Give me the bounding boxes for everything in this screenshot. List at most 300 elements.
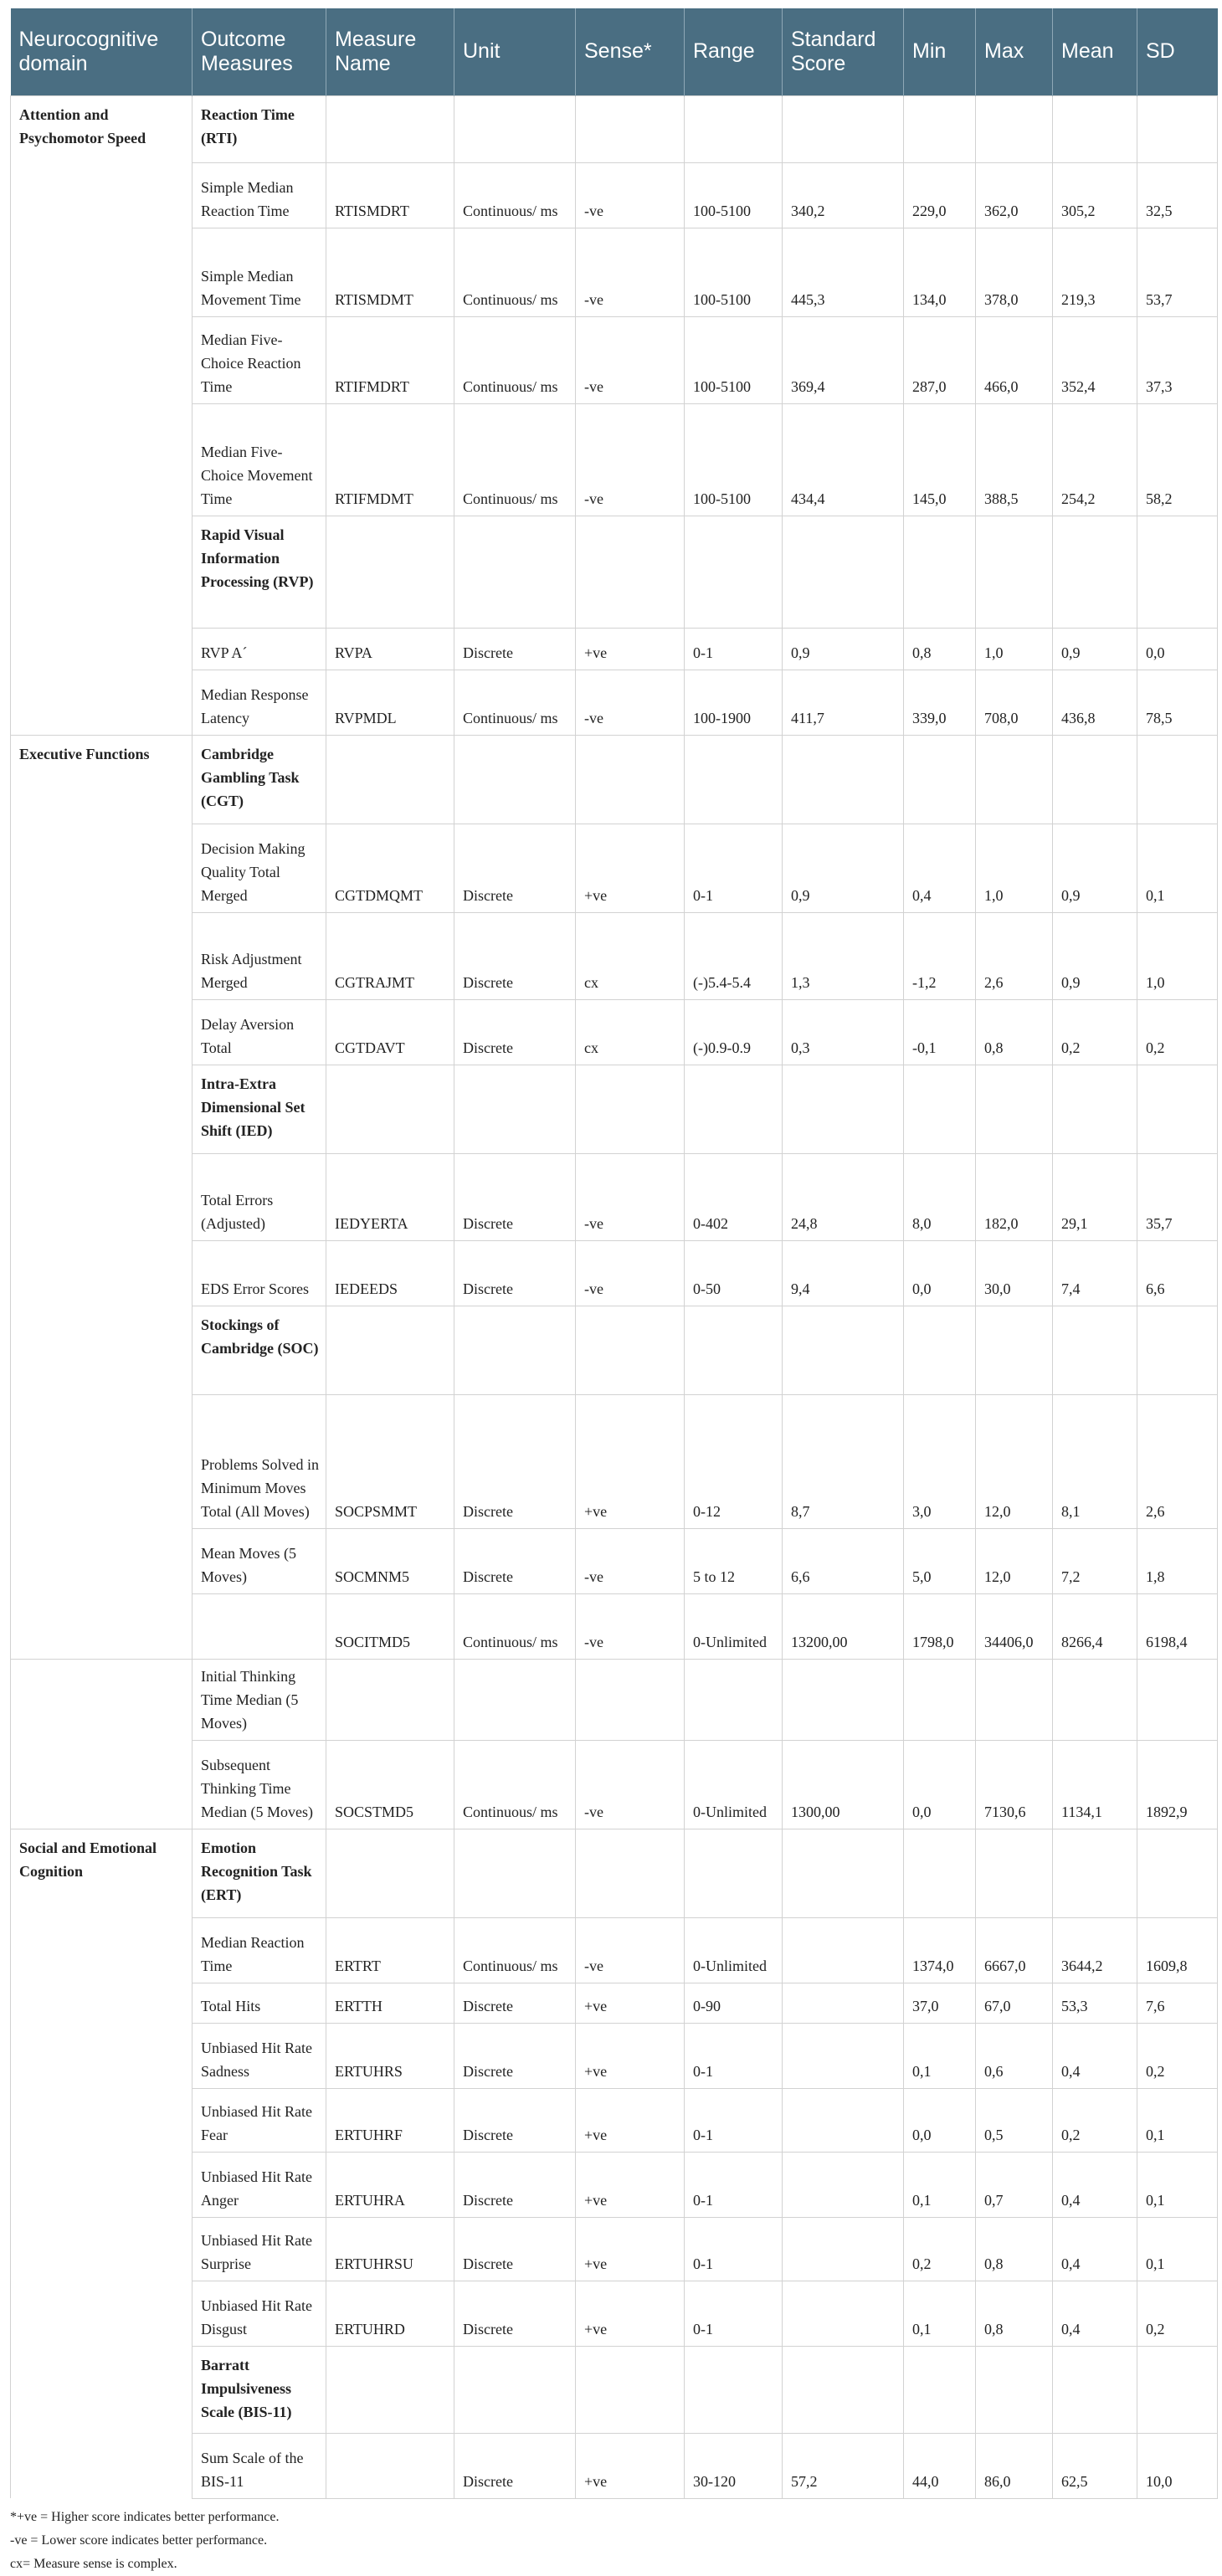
standard-score-cell — [783, 1983, 904, 2023]
measure-name-cell: SOCITMD5 — [326, 1593, 454, 1659]
domain-cell — [11, 628, 193, 670]
min-cell: 0,4 — [904, 824, 976, 912]
range-cell: 0-Unlimited — [685, 1740, 783, 1829]
unit-cell: Discrete — [454, 1528, 576, 1593]
max-cell: 6667,0 — [976, 1917, 1053, 1983]
range-cell — [685, 1829, 783, 1917]
unit-cell: Discrete — [454, 912, 576, 999]
unit-cell — [454, 1065, 576, 1153]
unit-cell: Continuous/ ms — [454, 1917, 576, 1983]
sense-cell: -ve — [576, 670, 685, 735]
table-row — [11, 2088, 1218, 2152]
min-cell: 44,0 — [904, 2433, 976, 2498]
range-cell — [685, 95, 783, 162]
max-cell: 0,7 — [976, 2152, 1053, 2217]
sd-cell: 1,0 — [1137, 912, 1218, 999]
max-cell — [976, 1306, 1053, 1394]
domain-cell — [11, 1917, 193, 1983]
domain-cell — [11, 824, 193, 912]
mean-cell — [1053, 735, 1137, 824]
mean-cell: 305,2 — [1053, 162, 1137, 228]
measure-name-cell: CGTDMQMT — [326, 824, 454, 912]
mean-cell: 0,9 — [1053, 628, 1137, 670]
outcome-measure-cell: Unbiased Hit Rate Fear — [193, 2088, 326, 2152]
measure-name-cell: RTIFMDMT — [326, 403, 454, 516]
unit-cell — [454, 1829, 576, 1917]
header-mean: Mean — [1053, 8, 1137, 95]
outcome-measure-cell: Initial Thinking Time Median (5 Moves) — [193, 1659, 326, 1740]
standard-score-cell: 340,2 — [783, 162, 904, 228]
range-cell: (-)5.4-5.4 — [685, 912, 783, 999]
sd-cell: 0,2 — [1137, 2023, 1218, 2088]
standard-score-cell: 1300,00 — [783, 1740, 904, 1829]
standard-score-cell: 1,3 — [783, 912, 904, 999]
domain-cell — [11, 2217, 193, 2281]
range-cell: 100-5100 — [685, 228, 783, 316]
domain-cell — [11, 1983, 193, 2023]
sense-cell: +ve — [576, 2281, 685, 2346]
min-cell: 0,2 — [904, 2217, 976, 2281]
measure-name-cell — [326, 735, 454, 824]
sd-cell — [1137, 1829, 1218, 1917]
min-cell: 0,0 — [904, 1240, 976, 1306]
sd-cell — [1137, 516, 1218, 628]
unit-cell: Discrete — [454, 2433, 576, 2498]
domain-cell: Social and Emotional Cognition — [11, 1829, 193, 1917]
mean-cell: 254,2 — [1053, 403, 1137, 516]
max-cell — [976, 95, 1053, 162]
range-cell: 0-1 — [685, 2088, 783, 2152]
sense-cell: +ve — [576, 2023, 685, 2088]
measure-name-cell — [326, 516, 454, 628]
range-cell: 100-1900 — [685, 670, 783, 735]
measure-name-cell: RVPMDL — [326, 670, 454, 735]
measure-name-cell: CGTDAVT — [326, 999, 454, 1065]
measure-name-cell — [326, 2433, 454, 2498]
mean-cell: 436,8 — [1053, 670, 1137, 735]
mean-cell: 0,4 — [1053, 2281, 1137, 2346]
max-cell: 466,0 — [976, 316, 1053, 403]
measure-name-cell — [326, 1659, 454, 1740]
outcome-measure-cell: Simple Median Reaction Time — [193, 162, 326, 228]
max-cell — [976, 735, 1053, 824]
min-cell — [904, 516, 976, 628]
range-cell: 100-5100 — [685, 316, 783, 403]
table-row — [11, 2023, 1218, 2088]
range-cell: 100-5100 — [685, 403, 783, 516]
sense-cell: +ve — [576, 2433, 685, 2498]
test-name-cell: Stockings of Cambridge (SOC) — [193, 1306, 326, 1394]
min-cell: 0,8 — [904, 628, 976, 670]
footnotes — [10, 2506, 1217, 2576]
measure-name-cell: IEDYERTA — [326, 1153, 454, 1240]
max-cell: 0,6 — [976, 2023, 1053, 2088]
sense-cell — [576, 2346, 685, 2433]
outcome-measure-cell: Unbiased Hit Rate Sadness — [193, 2023, 326, 2088]
mean-cell: 53,3 — [1053, 1983, 1137, 2023]
domain-cell — [11, 162, 193, 228]
unit-cell: Continuous/ ms — [454, 670, 576, 735]
min-cell — [904, 1659, 976, 1740]
sd-cell: 2,6 — [1137, 1394, 1218, 1528]
footnote-positive: *+ve = Higher score indicates better performance. — [10, 2509, 280, 2524]
unit-cell: Discrete — [454, 2023, 576, 2088]
standard-score-cell — [783, 2217, 904, 2281]
max-cell — [976, 2346, 1053, 2433]
outcome-measure-cell: Total Hits — [193, 1983, 326, 2023]
range-cell: 0-Unlimited — [685, 1593, 783, 1659]
sense-cell: -ve — [576, 1917, 685, 1983]
unit-cell: Discrete — [454, 2281, 576, 2346]
table-row — [11, 1528, 1218, 1593]
min-cell: 0,1 — [904, 2023, 976, 2088]
outcome-measure-cell: Unbiased Hit Rate Disgust — [193, 2281, 326, 2346]
test-heading-row — [11, 2346, 1218, 2433]
unit-cell: Continuous/ ms — [454, 316, 576, 403]
domain-cell — [11, 1528, 193, 1593]
footnote-negative: -ve = Lower score indicates better performance. — [10, 2532, 268, 2548]
standard-score-cell — [783, 95, 904, 162]
results-table — [10, 8, 1218, 2499]
max-cell — [976, 1659, 1053, 1740]
standard-score-cell — [783, 1659, 904, 1740]
outcome-measure-cell: Simple Median Movement Time — [193, 228, 326, 316]
measure-name-cell: SOCPSMMT — [326, 1394, 454, 1528]
measure-name-cell — [326, 1306, 454, 1394]
outcome-measure-cell: Decision Making Quality Total Merged — [193, 824, 326, 912]
min-cell: 8,0 — [904, 1153, 976, 1240]
unit-cell — [454, 735, 576, 824]
max-cell: 378,0 — [976, 228, 1053, 316]
outcome-measure-cell: Subsequent Thinking Time Median (5 Moves) — [193, 1740, 326, 1829]
mean-cell: 0,4 — [1053, 2217, 1137, 2281]
test-heading-row — [11, 1306, 1218, 1394]
sd-cell: 78,5 — [1137, 670, 1218, 735]
header-sd: SD — [1137, 8, 1218, 95]
unit-cell: Discrete — [454, 999, 576, 1065]
measure-name-cell: SOCSTMD5 — [326, 1740, 454, 1829]
range-cell — [685, 1065, 783, 1153]
min-cell: -0,1 — [904, 999, 976, 1065]
range-cell: 0-50 — [685, 1240, 783, 1306]
range-cell — [685, 1659, 783, 1740]
domain-cell — [11, 403, 193, 516]
sd-cell: 0,1 — [1137, 2152, 1218, 2217]
table-row — [11, 670, 1218, 735]
min-cell: 145,0 — [904, 403, 976, 516]
max-cell: 362,0 — [976, 162, 1053, 228]
max-cell: 2,6 — [976, 912, 1053, 999]
sense-cell: -ve — [576, 228, 685, 316]
sense-cell: +ve — [576, 2217, 685, 2281]
max-cell: 12,0 — [976, 1394, 1053, 1528]
mean-cell: 0,4 — [1053, 2152, 1137, 2217]
measure-name-cell: ERTTH — [326, 1983, 454, 2023]
unit-cell — [454, 1659, 576, 1740]
table-row — [11, 1593, 1218, 1659]
domain-cell — [11, 2281, 193, 2346]
standard-score-cell: 24,8 — [783, 1153, 904, 1240]
measure-name-cell: ERTUHRSU — [326, 2217, 454, 2281]
range-cell: 0-402 — [685, 1153, 783, 1240]
sense-cell: -ve — [576, 1528, 685, 1593]
min-cell: 229,0 — [904, 162, 976, 228]
table-row — [11, 2281, 1218, 2346]
measure-name-cell: ERTUHRA — [326, 2152, 454, 2217]
min-cell: 134,0 — [904, 228, 976, 316]
min-cell — [904, 735, 976, 824]
measure-name-cell — [326, 95, 454, 162]
max-cell: 0,8 — [976, 2217, 1053, 2281]
max-cell: 0,8 — [976, 999, 1053, 1065]
mean-cell: 219,3 — [1053, 228, 1137, 316]
range-cell: (-)0.9-0.9 — [685, 999, 783, 1065]
unit-cell: Discrete — [454, 1394, 576, 1528]
max-cell: 1,0 — [976, 824, 1053, 912]
domain-cell — [11, 316, 193, 403]
test-name-cell: Intra-Extra Dimensional Set Shift (IED) — [193, 1065, 326, 1153]
sd-cell — [1137, 1306, 1218, 1394]
outcome-measure-cell: RVP A´ — [193, 628, 326, 670]
sense-cell — [576, 1659, 685, 1740]
max-cell: 1,0 — [976, 628, 1053, 670]
sense-cell: +ve — [576, 2152, 685, 2217]
outcome-measure-cell: Median Five-Choice Reaction Time — [193, 316, 326, 403]
sense-cell: +ve — [576, 1983, 685, 2023]
test-name-cell: Reaction Time (RTI) — [193, 95, 326, 162]
sd-cell: 0,1 — [1137, 824, 1218, 912]
sense-cell: -ve — [576, 1740, 685, 1829]
measure-name-cell: RTIFMDRT — [326, 316, 454, 403]
sd-cell: 53,7 — [1137, 228, 1218, 316]
sense-cell — [576, 95, 685, 162]
range-cell: 0-1 — [685, 2152, 783, 2217]
standard-score-cell — [783, 2023, 904, 2088]
sd-cell — [1137, 1065, 1218, 1153]
test-heading-row — [11, 95, 1218, 162]
table-row — [11, 316, 1218, 403]
domain-cell: Attention and Psychomotor Speed — [11, 95, 193, 162]
header-sense: Sense* — [576, 8, 685, 95]
max-cell: 67,0 — [976, 1983, 1053, 2023]
min-cell: 37,0 — [904, 1983, 976, 2023]
test-name-cell: Barratt Impulsiveness Scale (BIS-11) — [193, 2346, 326, 2433]
range-cell — [685, 1306, 783, 1394]
table-row — [11, 2433, 1218, 2498]
max-cell: 86,0 — [976, 2433, 1053, 2498]
sense-cell: cx — [576, 999, 685, 1065]
outcome-measure-cell: Mean Moves (5 Moves) — [193, 1528, 326, 1593]
standard-score-cell — [783, 2088, 904, 2152]
unit-cell: Discrete — [454, 1983, 576, 2023]
mean-cell — [1053, 1829, 1137, 1917]
min-cell — [904, 2346, 976, 2433]
domain-cell — [11, 670, 193, 735]
standard-score-cell: 13200,00 — [783, 1593, 904, 1659]
unit-cell — [454, 2346, 576, 2433]
unit-cell — [454, 95, 576, 162]
domain-cell — [11, 2433, 193, 2498]
sd-cell: 0,2 — [1137, 999, 1218, 1065]
sense-cell — [576, 1829, 685, 1917]
table-row — [11, 628, 1218, 670]
max-cell: 0,8 — [976, 2281, 1053, 2346]
header-range: Range — [685, 8, 783, 95]
standard-score-cell: 0,9 — [783, 628, 904, 670]
domain-cell — [11, 516, 193, 628]
sd-cell: 35,7 — [1137, 1153, 1218, 1240]
unit-cell: Discrete — [454, 2152, 576, 2217]
mean-cell: 352,4 — [1053, 316, 1137, 403]
standard-score-cell — [783, 1306, 904, 1394]
sd-cell: 58,2 — [1137, 403, 1218, 516]
table-row — [11, 824, 1218, 912]
header-min: Min — [904, 8, 976, 95]
mean-cell: 0,2 — [1053, 2088, 1137, 2152]
max-cell: 388,5 — [976, 403, 1053, 516]
standard-score-cell — [783, 1829, 904, 1917]
measure-name-cell: SOCMNM5 — [326, 1528, 454, 1593]
sense-cell: -ve — [576, 162, 685, 228]
unit-cell: Discrete — [454, 1153, 576, 1240]
sense-cell: +ve — [576, 2088, 685, 2152]
sense-cell — [576, 516, 685, 628]
sd-cell: 32,5 — [1137, 162, 1218, 228]
outcome-measure-cell: Problems Solved in Minimum Moves Total (All Moves) — [193, 1394, 326, 1528]
standard-score-cell: 434,4 — [783, 403, 904, 516]
sd-cell — [1137, 2346, 1218, 2433]
sense-cell: -ve — [576, 1153, 685, 1240]
footnote-complex: cx= Measure sense is complex. — [10, 2556, 177, 2571]
domain-cell — [11, 1065, 193, 1153]
table-row — [11, 162, 1218, 228]
sd-cell — [1137, 1659, 1218, 1740]
table-row — [11, 1394, 1218, 1528]
min-cell: 0,0 — [904, 1740, 976, 1829]
table-row — [11, 1917, 1218, 1983]
mean-cell — [1053, 2346, 1137, 2433]
mean-cell: 7,4 — [1053, 1240, 1137, 1306]
max-cell: 182,0 — [976, 1153, 1053, 1240]
sd-cell: 0,1 — [1137, 2088, 1218, 2152]
range-cell: 100-5100 — [685, 162, 783, 228]
table-row — [11, 2217, 1218, 2281]
table-row — [11, 1659, 1218, 1740]
domain-cell — [11, 1240, 193, 1306]
sd-cell: 1892,9 — [1137, 1740, 1218, 1829]
sense-cell — [576, 1065, 685, 1153]
domain-cell — [11, 2152, 193, 2217]
domain-cell — [11, 1740, 193, 1829]
unit-cell: Continuous/ ms — [454, 228, 576, 316]
sense-cell: +ve — [576, 1394, 685, 1528]
min-cell: 1798,0 — [904, 1593, 976, 1659]
domain-cell — [11, 1659, 193, 1740]
test-name-cell: Cambridge Gambling Task (CGT) — [193, 735, 326, 824]
sd-cell: 6198,4 — [1137, 1593, 1218, 1659]
standard-score-cell — [783, 516, 904, 628]
domain-cell — [11, 228, 193, 316]
unit-cell: Continuous/ ms — [454, 162, 576, 228]
measure-name-cell: RTISMDRT — [326, 162, 454, 228]
sense-cell — [576, 1306, 685, 1394]
mean-cell: 0,9 — [1053, 912, 1137, 999]
outcome-measure-cell: Median Response Latency — [193, 670, 326, 735]
test-heading-row — [11, 1829, 1218, 1917]
unit-cell: Continuous/ ms — [454, 1593, 576, 1659]
sense-cell: +ve — [576, 824, 685, 912]
sd-cell: 1,8 — [1137, 1528, 1218, 1593]
min-cell: 0,0 — [904, 2088, 976, 2152]
sd-cell: 0,1 — [1137, 2217, 1218, 2281]
sense-cell: -ve — [576, 1240, 685, 1306]
mean-cell — [1053, 1306, 1137, 1394]
standard-score-cell: 6,6 — [783, 1528, 904, 1593]
domain-cell — [11, 912, 193, 999]
domain-cell — [11, 1593, 193, 1659]
mean-cell: 8266,4 — [1053, 1593, 1137, 1659]
sd-cell: 6,6 — [1137, 1240, 1218, 1306]
header-domain: Neurocognitive domain — [11, 8, 193, 95]
max-cell — [976, 516, 1053, 628]
outcome-measure-cell: Median Five-Choice Movement Time — [193, 403, 326, 516]
range-cell: 0-1 — [685, 2217, 783, 2281]
measure-name-cell: ERTUHRF — [326, 2088, 454, 2152]
max-cell: 7130,6 — [976, 1740, 1053, 1829]
standard-score-cell — [783, 1065, 904, 1153]
outcome-measure-cell: Median Reaction Time — [193, 1917, 326, 1983]
range-cell — [685, 735, 783, 824]
mean-cell: 29,1 — [1053, 1153, 1137, 1240]
mean-cell — [1053, 516, 1137, 628]
max-cell — [976, 1829, 1053, 1917]
sd-cell — [1137, 95, 1218, 162]
table-row — [11, 1983, 1218, 2023]
range-cell: 0-Unlimited — [685, 1917, 783, 1983]
standard-score-cell: 411,7 — [783, 670, 904, 735]
domain-cell — [11, 1394, 193, 1528]
standard-score-cell — [783, 2281, 904, 2346]
mean-cell: 1134,1 — [1053, 1740, 1137, 1829]
measure-name-cell — [326, 2346, 454, 2433]
mean-cell: 62,5 — [1053, 2433, 1137, 2498]
min-cell: 0,1 — [904, 2152, 976, 2217]
max-cell: 0,5 — [976, 2088, 1053, 2152]
min-cell — [904, 1829, 976, 1917]
domain-cell — [11, 2023, 193, 2088]
sd-cell: 37,3 — [1137, 316, 1218, 403]
measure-name-cell: RVPA — [326, 628, 454, 670]
max-cell: 708,0 — [976, 670, 1053, 735]
unit-cell — [454, 516, 576, 628]
test-name-cell: Emotion Recognition Task (ERT) — [193, 1829, 326, 1917]
min-cell: 0,1 — [904, 2281, 976, 2346]
table-row — [11, 999, 1218, 1065]
mean-cell — [1053, 1659, 1137, 1740]
standard-score-cell — [783, 2346, 904, 2433]
sd-cell: 0,2 — [1137, 2281, 1218, 2346]
sense-cell: +ve — [576, 628, 685, 670]
header-standard-score: Standard Score — [783, 8, 904, 95]
sd-cell: 10,0 — [1137, 2433, 1218, 2498]
measure-name-cell: ERTUHRD — [326, 2281, 454, 2346]
standard-score-cell: 57,2 — [783, 2433, 904, 2498]
test-heading-row — [11, 735, 1218, 824]
mean-cell — [1053, 95, 1137, 162]
table-row — [11, 2152, 1218, 2217]
outcome-measure-cell: EDS Error Scores — [193, 1240, 326, 1306]
measure-name-cell: IEDEEDS — [326, 1240, 454, 1306]
